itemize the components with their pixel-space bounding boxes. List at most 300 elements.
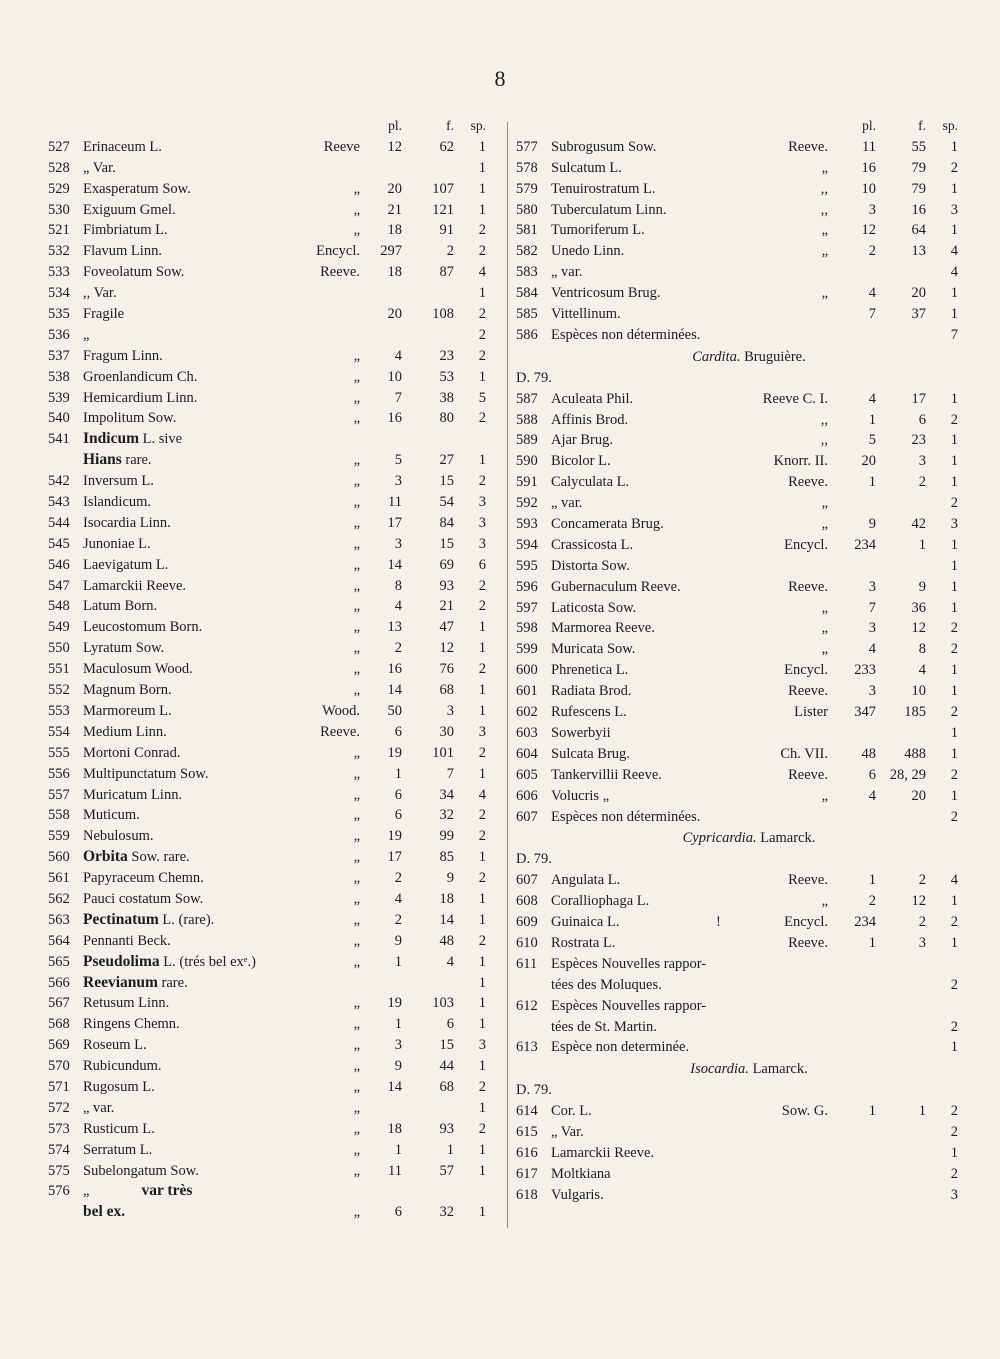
species-name-main: Concamerata Brug. (551, 516, 664, 533)
species-name-main: Tumoriferum L. (551, 222, 645, 239)
species-name-main: Mortoni Conrad. (83, 744, 181, 761)
species-number: 532 (48, 243, 70, 260)
plate-number: 4 (394, 598, 402, 615)
species-name (551, 765, 662, 786)
species-number: 601 (516, 683, 538, 700)
figure-number: 30 (439, 723, 454, 740)
species-row (48, 241, 490, 262)
species-number: 538 (48, 368, 70, 385)
species-number: 559 (48, 828, 70, 845)
specimen-count: 1 (478, 890, 486, 907)
specimen-count: 2 (478, 243, 486, 260)
specimen-count: 1 (950, 683, 958, 700)
plate-number: 2 (868, 893, 876, 910)
plate-number: 19 (387, 995, 402, 1012)
species-row (48, 1119, 490, 1140)
source-reference: „ (353, 410, 360, 427)
species-name (83, 889, 203, 910)
section-heading (516, 1058, 962, 1080)
species-name (83, 931, 171, 952)
specimen-count: 1 (478, 953, 486, 970)
species-number: 583 (516, 264, 538, 281)
species-name (551, 241, 624, 262)
plate-number: 6 (394, 786, 402, 803)
header-sp: sp. (470, 118, 486, 133)
species-name (83, 220, 168, 241)
species-name (83, 408, 176, 429)
plate-number: 5 (868, 432, 876, 449)
source-reference: Lister (794, 704, 828, 721)
species-number: 546 (48, 556, 70, 573)
species-row (516, 1164, 962, 1185)
plate-number: 297 (380, 243, 402, 260)
figure-number: 3 (446, 702, 454, 719)
species-row (48, 680, 490, 701)
species-name-main: „ Var. (551, 1124, 584, 1141)
species-number: 521 (48, 222, 70, 239)
section-genus: Cardita. (692, 348, 741, 365)
species-row (48, 1098, 490, 1119)
species-row (516, 430, 962, 451)
source-reference: „ (353, 201, 360, 218)
specimen-count: 1 (478, 765, 486, 782)
source-reference: „ (353, 222, 360, 239)
plate-number: 19 (387, 828, 402, 845)
species-name-main: „ Var. (83, 159, 116, 176)
source-reference: „ (821, 620, 828, 637)
source-reference: „ (353, 368, 360, 385)
plate-number: 1 (868, 1103, 876, 1120)
section-reference (516, 849, 962, 870)
specimen-count: 3 (950, 516, 958, 533)
species-name (551, 786, 609, 807)
figure-number: 93 (439, 577, 454, 594)
species-name (551, 1122, 584, 1143)
species-name-main: Roseum L. (83, 1037, 147, 1054)
specimen-count: 1 (950, 557, 958, 574)
species-row (48, 973, 490, 994)
column-header (516, 116, 962, 137)
species-name (551, 514, 664, 535)
figure-number: 2 (918, 474, 926, 491)
species-name (83, 1077, 155, 1098)
species-name (83, 680, 172, 701)
species-number: 527 (48, 138, 70, 155)
specimen-count: 1 (950, 787, 958, 804)
source-reference: „ (353, 640, 360, 657)
species-name-main: Muricatum Linn. (83, 786, 183, 803)
source-reference: Reeve. (788, 683, 828, 700)
source-reference: Reeve. (788, 934, 828, 951)
species-name-main: Calyculata L. (551, 474, 630, 491)
plate-number: 3 (868, 578, 876, 595)
figure-number: 1 (918, 536, 926, 553)
species-name-main: „ (83, 1183, 90, 1200)
species-row (48, 889, 490, 910)
species-number: 540 (48, 410, 70, 427)
plate-number: 16 (387, 410, 402, 427)
species-name (83, 1098, 114, 1119)
specimen-count: 2 (950, 159, 958, 176)
plate-number: 16 (861, 159, 876, 176)
species-name (83, 993, 169, 1014)
species-row (516, 451, 962, 472)
species-name-main: Muricata Sow. (551, 641, 636, 658)
figure-number: 54 (439, 494, 454, 511)
specimen-count: 4 (950, 872, 958, 889)
section-reference (516, 368, 962, 389)
species-name-main: Ventricosum Brug. (551, 285, 661, 302)
source-reference: Reeve. (788, 578, 828, 595)
species-number: 585 (516, 306, 538, 323)
specimen-count: 2 (478, 807, 486, 824)
figure-number: 79 (911, 180, 926, 197)
species-name (83, 200, 176, 221)
species-name (83, 1035, 147, 1056)
source-reference: Reeve. (788, 138, 828, 155)
species-row (516, 912, 962, 933)
species-row (48, 805, 490, 826)
species-name-main: Coralliophaga L. (551, 893, 650, 910)
species-number: 553 (48, 702, 70, 719)
species-row (516, 744, 962, 765)
section-author: Lamarck. (760, 830, 816, 847)
plate-number: 7 (394, 389, 402, 406)
figure-number: 18 (439, 890, 454, 907)
species-name (551, 430, 613, 451)
species-number: 588 (516, 411, 538, 428)
specimen-count: 1 (950, 474, 958, 491)
species-name-main: „ (83, 326, 90, 343)
species-row (48, 638, 490, 659)
species-number: 578 (516, 159, 538, 176)
species-name (83, 659, 193, 680)
species-row (516, 556, 962, 577)
specimen-count: 1 (478, 285, 486, 302)
species-name-main: Bicolor L. (551, 453, 611, 470)
species-number: 616 (516, 1144, 538, 1161)
specimen-count: 5 (478, 389, 486, 406)
species-row (48, 534, 490, 555)
species-number: 586 (516, 326, 538, 343)
specimen-count: 2 (478, 347, 486, 364)
species-name-main: Gubernaculum Reeve. (551, 578, 681, 595)
source-reference: Reeve. (320, 723, 360, 740)
figure-number: 57 (439, 1162, 454, 1179)
species-number: 599 (516, 641, 538, 658)
specimen-count: 2 (478, 598, 486, 615)
species-row (48, 1161, 490, 1182)
source-reference: „ (821, 516, 828, 533)
source-reference: Encycl. (784, 536, 828, 553)
species-row (516, 598, 962, 619)
species-name (551, 912, 619, 933)
species-row (516, 891, 962, 912)
species-name (83, 1119, 155, 1140)
species-row (516, 472, 962, 493)
source-reference: „ (821, 599, 828, 616)
specimen-count: 3 (478, 723, 486, 740)
figure-number: 12 (911, 893, 926, 910)
species-number: 576 (48, 1183, 70, 1200)
species-number: 615 (516, 1124, 538, 1141)
specimen-count: 1 (478, 1099, 486, 1116)
species-row (48, 617, 490, 638)
species-number: 584 (516, 285, 538, 302)
species-name (83, 1140, 152, 1161)
species-row (516, 996, 962, 1017)
species-row (516, 1017, 962, 1038)
plate-number: 1 (394, 1016, 402, 1033)
species-number: 555 (48, 744, 70, 761)
species-number: 610 (516, 934, 538, 951)
source-reference: „ (353, 1162, 360, 1179)
plate-number: 233 (854, 662, 876, 679)
species-number: 582 (516, 243, 538, 260)
species-name-main: Fragum Linn. (83, 347, 163, 364)
plate-number: 17 (387, 849, 402, 866)
species-name (83, 785, 182, 806)
species-name (83, 513, 171, 534)
species-row (48, 1035, 490, 1056)
specimen-count: 1 (478, 1141, 486, 1158)
species-name-main: Marmorea Reeve. (551, 620, 655, 637)
source-reference: „ (821, 222, 828, 239)
specimen-count: 2 (478, 473, 486, 490)
specimen-count: 4 (950, 243, 958, 260)
species-name-main: Fimbriatum L. (83, 222, 168, 239)
species-name-main: Ajar Brug. (551, 432, 614, 449)
species-row (48, 785, 490, 806)
species-name-main: Orbita (83, 848, 128, 866)
species-name (551, 493, 582, 514)
species-name-main: Pectinatum (83, 910, 159, 928)
species-name-main: Rubicundum. (83, 1058, 162, 1075)
plate-number: 12 (387, 138, 402, 155)
species-name-qualifier: rare. (157, 974, 188, 991)
species-row (48, 450, 490, 471)
figure-number: 34 (439, 786, 454, 803)
source-reference: „ (353, 744, 360, 761)
species-row (516, 807, 962, 828)
species-row (516, 933, 962, 954)
species-name-main: Unedo Linn. (551, 243, 625, 260)
plate-number: 14 (387, 1078, 402, 1095)
species-name (551, 220, 645, 241)
figure-number: 121 (432, 201, 454, 218)
source-reference: ,, (820, 432, 828, 449)
species-name-main: Sowerbyii (551, 724, 611, 741)
species-number: 611 (516, 955, 538, 972)
plate-number: 6 (394, 807, 402, 824)
source-reference: „ (353, 849, 360, 866)
figure-number: 6 (918, 411, 926, 428)
specimen-count: 1 (478, 702, 486, 719)
figure-number: 20 (911, 787, 926, 804)
species-row (48, 471, 490, 492)
plate-number: 1 (868, 474, 876, 491)
specimen-count: 1 (478, 974, 486, 991)
species-name-main: Hians (83, 451, 122, 469)
source-reference: ,, (820, 411, 828, 428)
plate-number: 9 (394, 932, 402, 949)
species-name (551, 262, 582, 283)
header-pl: pl. (388, 118, 402, 133)
species-row (48, 555, 490, 576)
species-name (551, 723, 611, 744)
species-number: 597 (516, 599, 538, 616)
figure-number: 28, 29 (889, 766, 926, 783)
plate-number: 11 (388, 494, 402, 511)
species-number: 544 (48, 514, 70, 531)
plate-number: 7 (868, 599, 876, 616)
species-number: 577 (516, 138, 538, 155)
source-reference: „ (353, 870, 360, 887)
species-number: 570 (48, 1058, 70, 1075)
specimen-count: 2 (478, 1078, 486, 1095)
plate-number: 17 (387, 514, 402, 531)
species-name (83, 450, 152, 471)
species-name-main: Maculosum Wood. (83, 661, 193, 678)
source-reference: Reeve. (788, 766, 828, 783)
species-row (48, 659, 490, 680)
source-reference: „ (821, 159, 828, 176)
specimen-count: 1 (950, 1144, 958, 1161)
species-name-main: Vulgaris. (551, 1186, 604, 1203)
specimen-count: 3 (950, 201, 958, 218)
species-name-main: Reevianum (83, 973, 158, 991)
species-number: 592 (516, 495, 538, 512)
plate-number: 1 (394, 953, 402, 970)
species-number: 536 (48, 326, 70, 343)
figure-number: 2 (918, 872, 926, 889)
species-row (516, 1037, 962, 1058)
species-name-main: Vittellinum. (551, 306, 621, 323)
species-row (516, 577, 962, 598)
species-name-main: bel ex. (83, 1203, 126, 1221)
species-number: 552 (48, 682, 70, 699)
species-row (48, 931, 490, 952)
plate-number: 10 (387, 368, 402, 385)
species-name-main: Pseudolima (83, 952, 160, 970)
header-pl: pl. (862, 118, 876, 133)
plate-number: 11 (388, 1162, 402, 1179)
species-name (83, 534, 151, 555)
species-row (48, 596, 490, 617)
species-row (516, 1122, 962, 1143)
figure-number: 62 (439, 138, 454, 155)
source-reference: Sow. G. (781, 1103, 828, 1120)
species-name (551, 702, 627, 723)
source-reference: ,, (820, 201, 828, 218)
species-number: 609 (516, 914, 538, 931)
species-name (551, 618, 655, 639)
figure-number: 12 (439, 640, 454, 657)
species-name (551, 954, 706, 975)
species-name (551, 556, 630, 577)
plate-number: 7 (868, 306, 876, 323)
figure-number: 76 (439, 661, 454, 678)
plate-number: 234 (854, 914, 876, 931)
specimen-count: 1 (478, 368, 486, 385)
species-name-main: Medium Linn. (83, 723, 167, 740)
header-f: f. (446, 118, 454, 133)
species-name-main: Crassicosta L. (551, 536, 634, 553)
plate-number: 18 (387, 1120, 402, 1137)
source-reference: „ (821, 285, 828, 302)
plate-number: 1 (868, 934, 876, 951)
source-reference: Wood. (322, 702, 360, 719)
source-reference: „ (821, 641, 828, 658)
species-row (48, 388, 490, 409)
figure-number: 48 (439, 932, 454, 949)
species-row (516, 1101, 962, 1122)
species-row (48, 826, 490, 847)
column-divider (507, 122, 508, 1228)
source-reference: „ (821, 787, 828, 804)
plate-number: 18 (387, 222, 402, 239)
column-header (48, 116, 490, 137)
specimen-count: 1 (478, 1016, 486, 1033)
specimen-count: 2 (478, 410, 486, 427)
species-name (83, 722, 167, 743)
species-row (48, 576, 490, 597)
specimen-count: 1 (478, 201, 486, 218)
species-name (551, 535, 633, 556)
species-row (48, 283, 490, 304)
species-row (48, 847, 490, 868)
species-name (551, 1037, 689, 1058)
species-row (516, 618, 962, 639)
figure-number: 15 (439, 535, 454, 552)
plate-number: 4 (868, 390, 876, 407)
specimen-count: 2 (478, 306, 486, 323)
specimen-count: 1 (950, 453, 958, 470)
figure-number: 17 (911, 390, 926, 407)
species-name-main: Espèces non déterminées. (551, 808, 701, 825)
species-row (516, 283, 962, 304)
species-name-qualifier: rare. (121, 452, 152, 469)
page-number: 8 (494, 66, 506, 91)
species-row (516, 1143, 962, 1164)
plate-number: 19 (387, 744, 402, 761)
specimen-count: 6 (478, 556, 486, 573)
species-row (48, 743, 490, 764)
specimen-count: 1 (950, 745, 958, 762)
species-number: 608 (516, 893, 538, 910)
right-column (516, 116, 962, 1206)
species-name-main: Rostrata L. (551, 934, 616, 951)
figure-number: 185 (904, 704, 926, 721)
species-row (516, 200, 962, 221)
specimen-count: 2 (950, 1165, 958, 1182)
species-name-main: Pennanti Beck. (83, 932, 171, 949)
source-reference: „ (821, 893, 828, 910)
figure-number: 99 (439, 828, 454, 845)
figure-number: 32 (439, 1204, 454, 1221)
species-number: 590 (516, 453, 538, 470)
plate-number: 2 (394, 870, 402, 887)
species-name (83, 1161, 199, 1182)
species-name-main: Muticum. (83, 807, 140, 824)
species-name-main: Flavum Linn. (83, 243, 162, 260)
species-name (551, 304, 621, 325)
figure-number: 12 (911, 620, 926, 637)
specimen-count: 1 (478, 1162, 486, 1179)
species-number: 604 (516, 745, 538, 762)
species-name (551, 975, 662, 996)
species-number: 571 (48, 1078, 70, 1095)
